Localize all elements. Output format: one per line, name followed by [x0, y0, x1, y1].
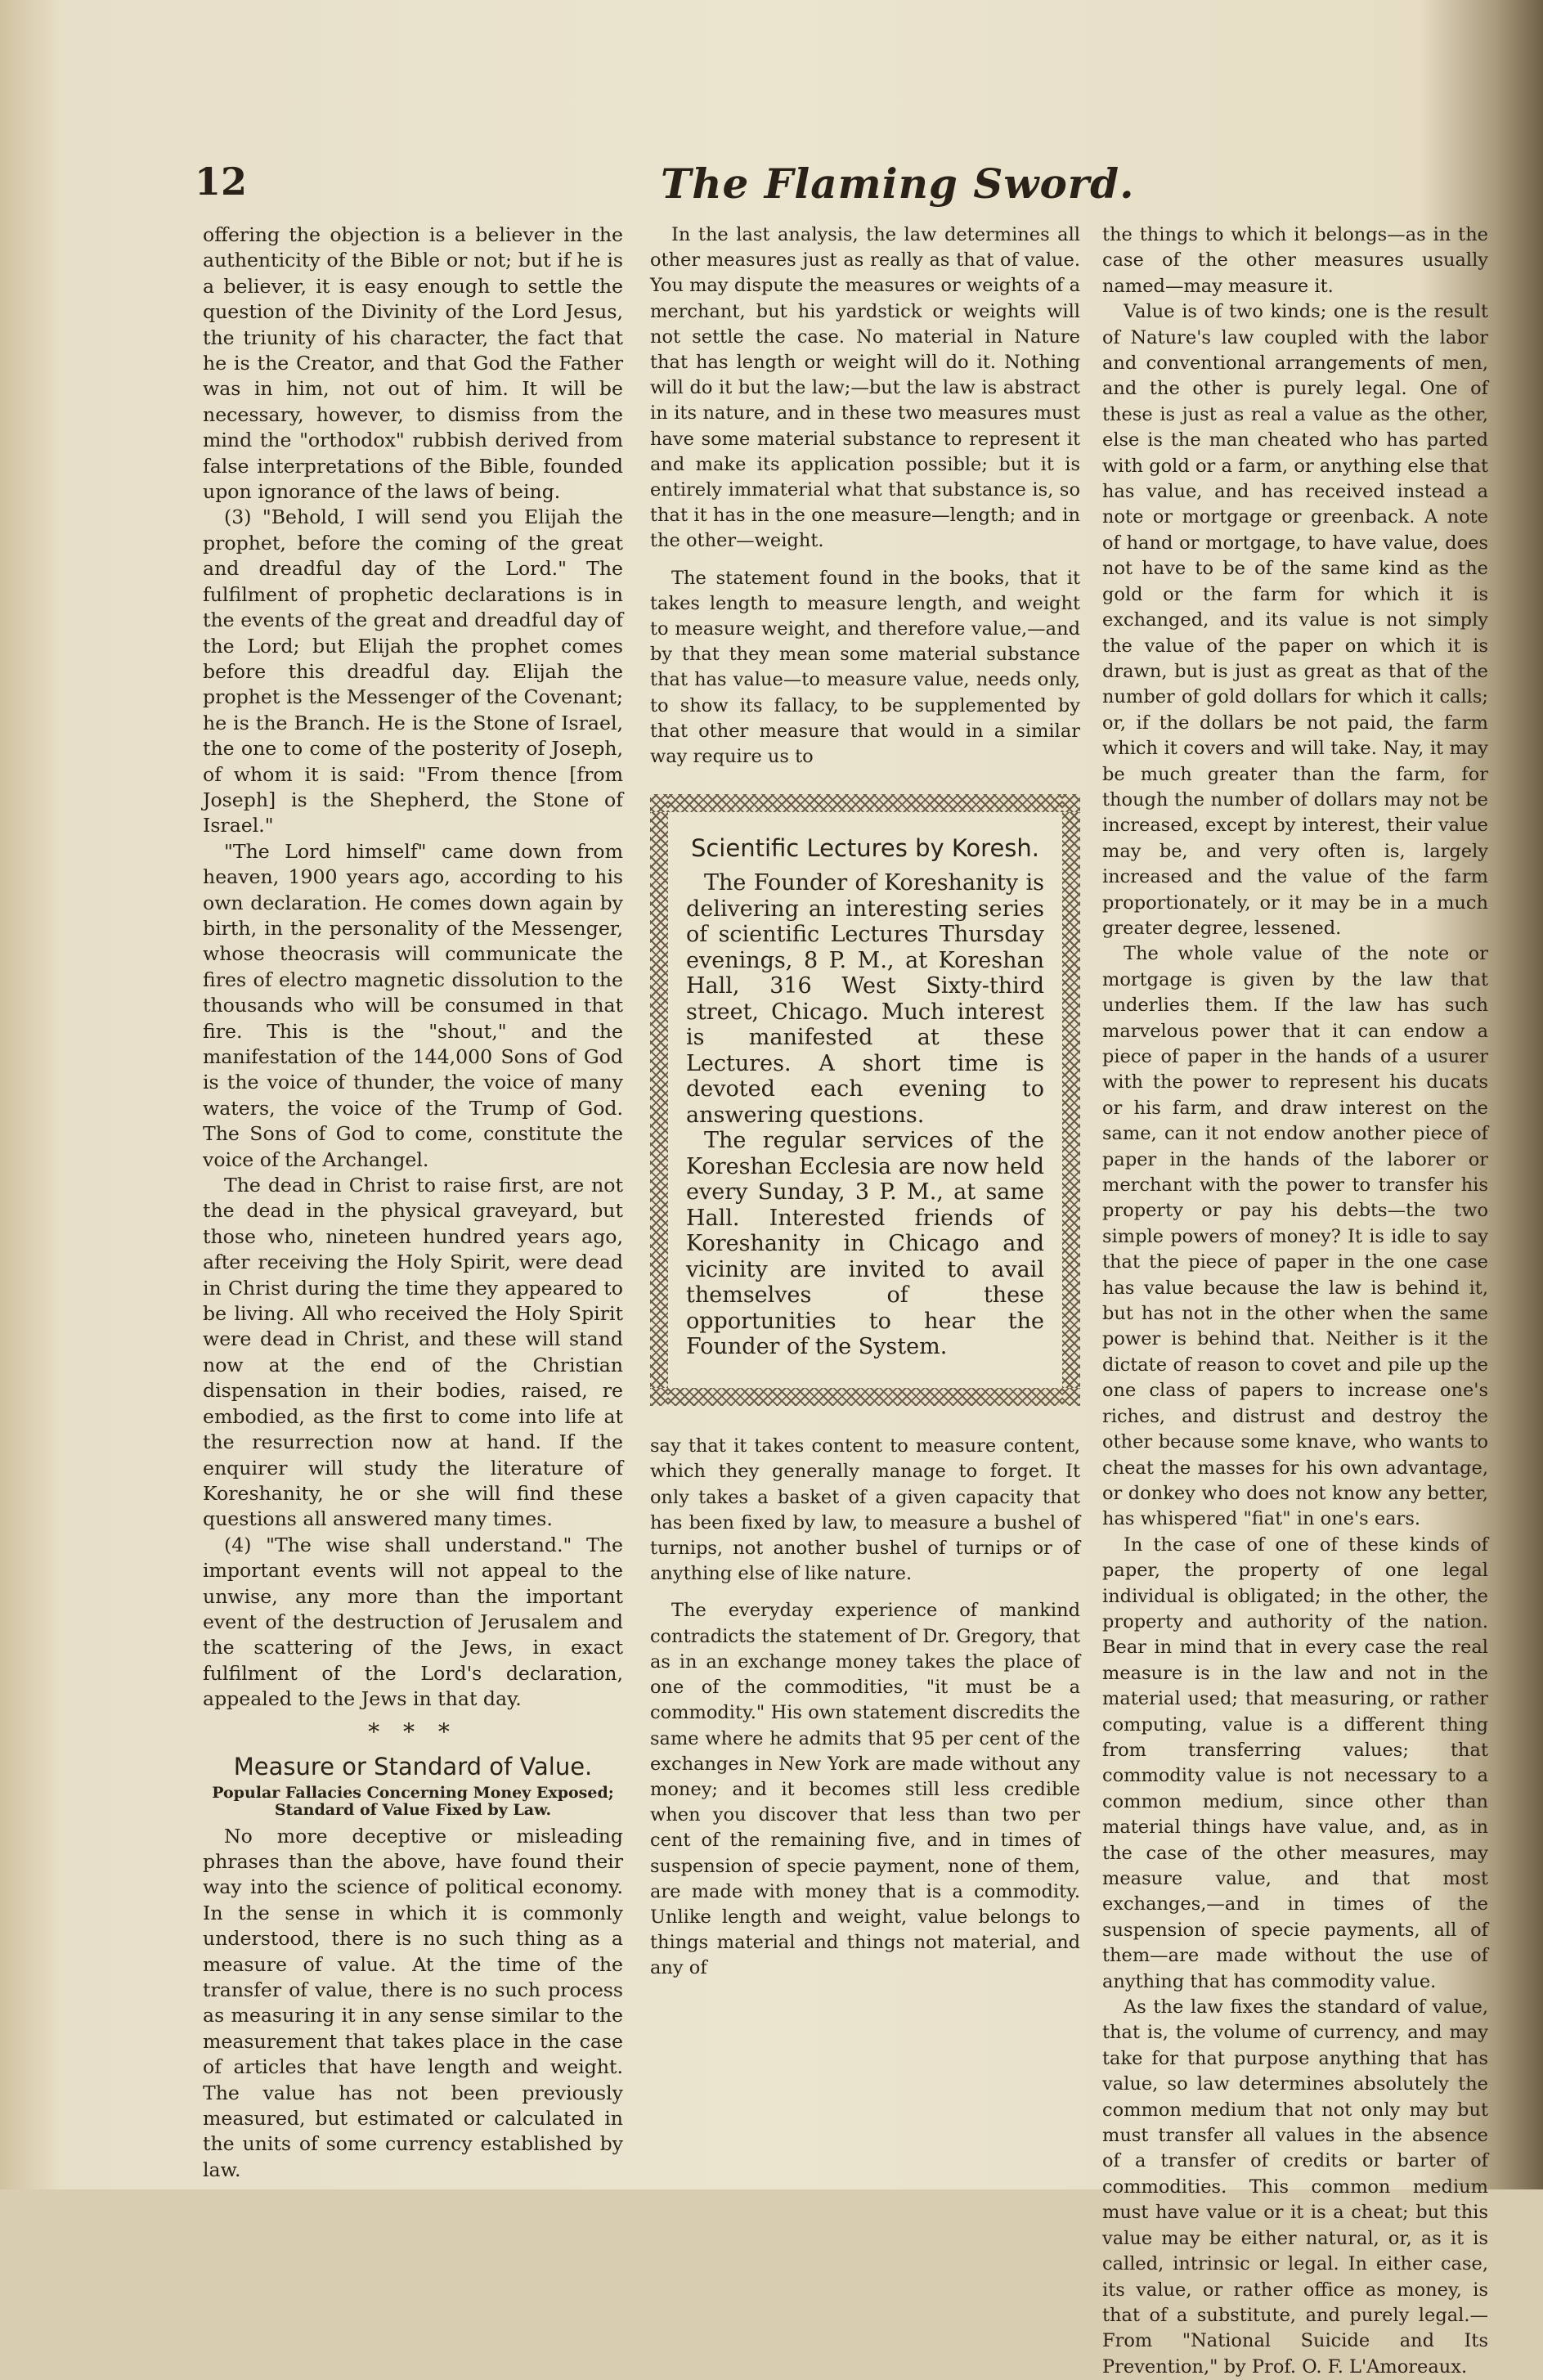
paragraph: "The Lord himself" came down from heaven, 1900 years ago, according to his own declaration. He comes down again by birth, in the personality of the Messenger, whose theocrasis will communicate the fires of electro magnetic dissolution to the thousands who will be consumed in that fire. This is the "shout," and the manifestation of the 144,000 Sons of God is the voice of thunder, the voice of many waters, the voice of the Trump of God. The Sons of God to come, constitute the voice of the Archangel.	[203, 839, 623, 1171]
paragraph: In the case of one of these kinds of paper, the property of one legal individual is obligated; in the other, the property and authority of the nation. Bear in mind that in every case the real measure is in the law and not in the material used; that measuring, or rather computing, value is a different thing from transferring values; that commodity value is not necessary to a common medium, since other than material things have value, and, as in the case of the other measures, may measure value, and that most exchanges,—and in times of the suspension of specie payments, all of them—are made without the use of anything that has commodity value.	[1102, 1534, 1488, 1992]
paragraph: As the law fixes the standard of value, that is, the volume of currency, and may take for that purpose anything that has value, so law determines absolutely the common medium that not only may but must transfer all values in the absence of a transfer of credits or barter of commodities. This common medium must have value or it is a cheat; but this value may be either natural, or, as it is called, intrinsic or legal. In either case, its value, or rather office as money, is that of a substitute, and purely legal.—From "National Suicide and Its Prevention," by Prof. O. F. L'Amoreaux.	[1102, 1996, 1488, 2378]
announcement-body	[686, 870, 1044, 1360]
paragraph: The statement found in the books, that it takes length to measure length, and weight to measure weight, and therefore value,—and by that they mean some material substance that has value—to measure value, needs only, to show its fallacy, to be supplemented by that other measure that would in a similar way require us to	[650, 567, 1080, 768]
announcement-title: Scientific Lectures by Koresh.	[690, 834, 1040, 863]
paragraph: The whole value of the note or mortgage is given by the law that underlies them. If the law has such marvelous power that it can endow a piece of paper in the hands of a usurer with the power to represent his ducats or his farm, and draw interest on the same, can it not endow another piece of paper in the hands of the laborer or merchant with the power to transfer his property or pay his debts—the two simple powers of money? It is idle to say that the piece of paper in the one case has value because the law is behind it, but has not in the other when the same power is behind that. Neither is it the dictate of reason to covet and pile up the one class of papers to increase one's riches, and distrust and destroy the other because some knave, who wants to cheat the masses for his own advantage, or donkey who does not know any better, has whispered "fiat" in one's ears.	[1102, 943, 1488, 1530]
column-middle	[650, 222, 1080, 1982]
paragraph: (4) "The wise shall understand." The important events will not appeal to the unwise, any more than the important event of the destruction of Jerusalem and the scattering of the Jews, in exact fulfilment of the Lord's declaration, appealed to the Jews in that day.	[203, 1533, 623, 1711]
paragraph: Value is of two kinds; one is the result of Nature's law coupled with the labor and conventional arrangements of men, and the other is purely legal. One of these is just as real a value as the other, else is the man cheated who has parted with gold or a farm, or anything else that has value, and has received instead a note or mortgage or greenback. A note of hand or mortgage, to have value, does not have to be of the same kind as the gold or the farm for which it is exchanged, and its value is not simply the value of the paper on which it is drawn, but is just as great as that of the number of gold dollars for which it calls; or, if the dollars be not paid, the farm which it covers and will take. Nay, it may be much greater than the farm, for though the number of dollars may not be increased, except by interest, their value may be, and very often is, largely increased and the value of the farm proportionately, or it may be in a much greater degree, lessened.	[1102, 301, 1488, 939]
paragraph: The everyday experience of mankind contradicts the statement of Dr. Gregory, that as in an exchange money takes the place of one of the commodities, "it must be a commodity." His own statement discredits the same where he admits that 95 per cent of the exchanges in New York are made without any money; and it becomes still less credible when you discover that less than two per cent of the remaining five, and in times of suspension of specie payment, none of them, are made with money that is a commodity. Unlike length and weight, value belongs to things material and things not material, and any of	[650, 1600, 1080, 1979]
column-middle-bottom	[650, 1434, 1080, 1981]
paragraph: the things to which it belongs—as in the case of the other measures usually named—may measure it.	[1102, 224, 1488, 297]
column-right	[1102, 222, 1488, 2380]
paragraph: (3) "Behold, I will send you Elijah the prophet, before the coming of the great and dreadful day of the Lord." The fulfilment of prophetic declarations is in the events of the great and dreadful day of the Lord; but Elijah the prophet comes before this dreadful day. Elijah the prophet is the Messenger of the Covenant; he is the Branch. He is the Stone of Israel, the one to come of the posterity of Joseph, of whom it is said: "From thence [from Joseph] is the Shepherd, the Stone of Israel."	[203, 505, 623, 837]
paragraph: The regular services of the Koreshan Ecclesia are now held every Sunday, 3 P. M., at same Hall. Interested friends of Koreshanity in Chicago and vicinity are invited to avail themselves of these opportunities to hear the Founder of the System.	[686, 1128, 1044, 1360]
paragraph: In the last analysis, the law determines all other measures just as really as that of value. You may dispute the measures or weights of a merchant, but his yardstick or weights will not settle the case. No material in Nature that has length or weight will do it. Nothing will do it but the law;—but the law is abstract in its nature, and in these two measures must have some material substance to represent it and make its application possible; but it is entirely immaterial what that substance is, so that it has in the one measure—length; and in the other—weight.	[650, 224, 1080, 552]
section-divider: * * *	[368, 1718, 458, 1745]
announcement-box-inner	[668, 812, 1062, 1388]
paragraph: say that it takes content to measure content, which they generally manage to forget. It only takes a basket of a given capacity that has been fixed by law, to measure a bushel of turnips, not another bushel of turnips or of anything else of like nature.	[650, 1435, 1080, 1585]
announcement-box	[650, 794, 1080, 1406]
page-number: 12	[195, 159, 248, 204]
article-subtitle: Popular Fallacies Concerning Money Exposed; Standard of Value Fixed by Law.	[212, 1783, 614, 1819]
column-middle-top	[650, 222, 1080, 770]
masthead-title: The Flaming Sword.	[661, 159, 1135, 208]
page-header	[0, 159, 1543, 225]
paragraph: offering the objection is a believer in the authenticity of the Bible or not; but if he is a believer, it is easy enough to settle the question of the Divinity of the Lord Jesus, the triunity of his character, the fact that he is the Creator, and that God the Father was in him, not out of him. It will be necessary, however, to dismiss from the mind the "orthodox" rubbish derived from false interpretations of the Bible, founded upon ignorance of the laws of being.	[203, 223, 623, 504]
paragraph: The Founder of Koreshanity is delivering an interesting series of scientific Lectures Thursday evenings, 8 P. M., at Koreshan Hall, 316 West Sixty-third street, Chicago. Much interest is manifested at these Lectures. A short time is devoted each evening to answering questions.	[686, 870, 1044, 1128]
paragraph: No more deceptive or misleading phrases than the above, have found their way into the science of political economy. In the sense in which it is commonly understood, there is no such thing as a measure of value. At the time of the transfer of value, there is no such process as measuring it in any sense similar to the measurement that takes place in the case of articles that have length and weight. The value has not been previously measured, but estimated or calculated in the units of some currency established by law.	[203, 1824, 623, 2181]
article-title: Measure or Standard of Value.	[233, 1752, 593, 1781]
column-left	[203, 222, 623, 2183]
paragraph: The dead in Christ to raise first, are not the dead in the physical graveyard, but those who, nineteen hundred years ago, after receiving the Holy Spirit, were dead in Christ during the time they appeared to be living. All who received the Holy Spirit were dead in Christ, and these will stand now at the end of the Christian dispensation in their bodies, raised, re embodied, as the first to come into life at the resurrection now at hand. If the enquirer will study the literature of Koreshanity, he or she will find these questions all answered many times.	[203, 1174, 623, 1531]
